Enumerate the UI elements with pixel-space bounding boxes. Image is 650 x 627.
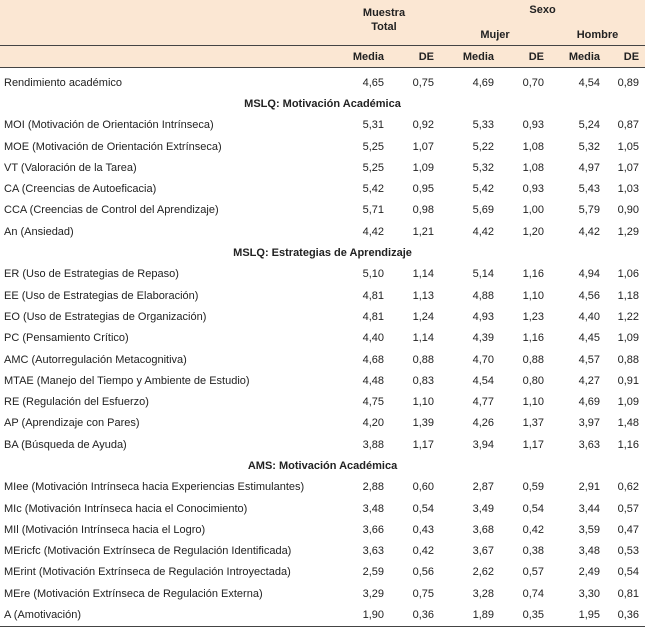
cell-media-total: 4,40	[362, 332, 384, 345]
row-label: ER (Uso de Estrategias de Repaso)	[4, 268, 179, 281]
header-media-mujer: Media	[440, 46, 504, 68]
cell-de-total: 0,83	[412, 374, 434, 387]
cell-media-total: 5,25	[362, 161, 384, 174]
table-row	[0, 604, 645, 626]
table-row	[0, 477, 645, 498]
row-label: VT (Valoración de la Tarea)	[4, 161, 137, 174]
row-label: EO (Uso de Estrategias de Organización)	[4, 310, 207, 323]
row-label: A (Amotivación)	[0, 604, 328, 626]
cell-media-hombre: 4,56	[578, 289, 600, 302]
cell-de-hombre: 1,09	[617, 332, 640, 345]
cell-de-hombre: 1,22	[617, 310, 640, 323]
cell-de-total: 0,88	[412, 353, 434, 366]
row-label: MIl (Motivación Intrínseca hacia el Logro)	[4, 523, 206, 536]
cell-media-total: 3,48	[362, 502, 384, 515]
section-title: MSLQ: Motivación Académica	[244, 97, 401, 110]
cell-media-mujer: 5,33	[472, 119, 494, 132]
cell-media-mujer: 3,67	[472, 545, 494, 558]
cell-de-mujer: 0,80	[522, 374, 544, 387]
cell-de-total: 1,39	[412, 417, 434, 430]
cell-de-mujer: 0,93	[522, 183, 544, 196]
cell-de-mujer: 0,54	[522, 502, 544, 515]
cell-de-mujer: 0,74	[522, 587, 544, 600]
header-empty-cell	[0, 0, 328, 24]
cell-media-hombre: 4,42	[578, 225, 600, 238]
section-header-row	[0, 93, 645, 114]
header-de-hombre: DE	[610, 46, 645, 68]
cell-de-total: 0,42	[412, 545, 434, 558]
cell-de-hombre: 1,18	[617, 289, 640, 302]
table-header	[0, 0, 645, 68]
table-row	[0, 178, 645, 199]
table-row	[0, 285, 645, 306]
cell-media-total: 5,25	[362, 140, 384, 153]
cell-media-hombre: 3,59	[578, 523, 600, 536]
section-header-row	[0, 242, 645, 263]
section-header-row	[0, 455, 645, 476]
row-label: MEre (Motivación Extrínseca de Regulación Externa)	[4, 587, 263, 600]
cell-media-mujer: 5,22	[472, 140, 494, 153]
cell-de-total: 0,92	[412, 119, 434, 132]
cell-de-mujer: 1,00	[522, 204, 544, 217]
section-title: AMS: Motivación Académica	[247, 459, 398, 472]
cell-media-mujer: 5,14	[472, 268, 494, 281]
cell-de-mujer: 0,93	[522, 119, 544, 132]
table-row	[0, 583, 645, 604]
cell-de-total: 0,75	[412, 76, 434, 89]
cell-de-total: 0,75	[412, 587, 434, 600]
header-empty-cell	[0, 46, 328, 68]
cell-media-hombre: 5,32	[578, 140, 600, 153]
cell-media-mujer: 4,26	[472, 417, 494, 430]
cell-de-total: 1,24	[412, 310, 434, 323]
row-label: MEricfc (Motivación Extrínseca de Regulación Identificada)	[4, 545, 292, 558]
cell-media-hombre: 5,24	[578, 119, 600, 132]
header-sexo: Sexo	[440, 0, 645, 24]
table-row	[0, 541, 645, 562]
cell-media-total: 4,81	[362, 310, 384, 323]
cell-de-total: 0,36	[394, 604, 440, 626]
cell-de-mujer: 0,38	[522, 545, 544, 558]
cell-de-total: 1,13	[412, 289, 434, 302]
row-label: BA (Búsqueda de Ayuda)	[4, 438, 127, 451]
cell-de-total: 0,60	[412, 481, 434, 494]
table-row	[0, 391, 645, 412]
cell-de-mujer: 0,59	[522, 481, 544, 494]
cell-de-mujer: 1,16	[522, 332, 544, 345]
table-row	[0, 136, 645, 157]
cell-de-total: 1,14	[412, 332, 434, 345]
cell-media-mujer: 3,49	[472, 502, 494, 515]
cell-media-hombre: 3,97	[578, 417, 600, 430]
cell-de-mujer: 1,37	[522, 417, 544, 430]
cell-de-total: 1,17	[412, 438, 434, 451]
cell-de-mujer: 1,16	[522, 268, 544, 281]
row-label: MIee (Motivación Intrínseca hacia Experiencias Estimulantes)	[4, 481, 305, 494]
row-label: MOE (Motivación de Orientación Extrínseca)	[4, 140, 222, 153]
cell-de-total: 1,10	[412, 396, 434, 409]
cell-media-total: 4,68	[362, 353, 384, 366]
cell-media-total: 3,29	[362, 587, 384, 600]
table-row	[0, 115, 645, 136]
cell-media-mujer: 4,54	[472, 374, 494, 387]
row-label: AMC (Autorregulación Metacognitiva)	[4, 353, 187, 366]
cell-media-total: 5,31	[362, 119, 384, 132]
table-row	[0, 434, 645, 455]
cell-de-hombre: 0,47	[617, 523, 640, 536]
cell-media-hombre: 5,43	[578, 183, 600, 196]
cell-de-mujer: 1,17	[522, 438, 544, 451]
table-body	[0, 68, 645, 627]
cell-de-total: 1,14	[412, 268, 434, 281]
cell-de-total: 1,09	[412, 161, 434, 174]
cell-media-mujer: 4,70	[472, 353, 494, 366]
cell-media-hombre: 3,48	[578, 545, 600, 558]
header-media-hombre: Media	[550, 46, 610, 68]
cell-media-hombre: 3,63	[578, 438, 600, 451]
cell-media-hombre: 2,49	[578, 566, 600, 579]
cell-media-mujer: 4,69	[472, 76, 494, 89]
cell-de-total: 1,07	[412, 140, 434, 153]
cell-de-hombre: 1,07	[617, 161, 640, 174]
cell-media-hombre: 4,54	[578, 76, 600, 89]
row-label: MIc (Motivación Intrínseca hacia el Conocimiento)	[4, 502, 248, 515]
table-row	[0, 370, 645, 391]
header-empty-cell	[0, 24, 328, 46]
cell-de-total: 0,43	[412, 523, 434, 536]
cell-media-hombre: 3,30	[578, 587, 600, 600]
cell-media-mujer: 1,89	[440, 604, 504, 626]
cell-media-mujer: 4,39	[472, 332, 494, 345]
header-hombre: Hombre	[550, 24, 645, 46]
cell-media-hombre: 2,91	[578, 481, 600, 494]
cell-media-total: 4,48	[362, 374, 384, 387]
cell-de-total: 1,21	[412, 225, 434, 238]
cell-media-total: 3,66	[362, 523, 384, 536]
cell-media-hombre: 4,69	[578, 396, 600, 409]
cell-de-hombre: 0,91	[617, 374, 640, 387]
cell-de-mujer: 1,08	[522, 140, 544, 153]
row-label: RE (Regulación del Esfuerzo)	[4, 396, 149, 409]
cell-media-mujer: 4,88	[472, 289, 494, 302]
cell-de-mujer: 1,23	[522, 310, 544, 323]
cell-de-hombre: 0,53	[617, 545, 640, 558]
table-row	[0, 349, 645, 370]
cell-media-mujer: 4,77	[472, 396, 494, 409]
table-row	[0, 72, 645, 93]
cell-de-mujer: 0,35	[504, 604, 550, 626]
row-label: PC (Pensamiento Crítico)	[4, 332, 129, 345]
table-row	[0, 306, 645, 327]
cell-de-hombre: 0,87	[617, 119, 640, 132]
cell-de-mujer: 0,57	[522, 566, 544, 579]
cell-de-hombre: 0,89	[617, 76, 640, 89]
row-label: CA (Creencias de Autoeficacia)	[4, 183, 157, 196]
table-row	[0, 498, 645, 519]
cell-media-total: 4,20	[362, 417, 384, 430]
row-label: An (Ansiedad)	[4, 225, 74, 238]
cell-media-total: 2,88	[362, 481, 384, 494]
cell-media-hombre: 4,40	[578, 310, 600, 323]
table-row	[0, 157, 645, 178]
cell-de-mujer: 1,08	[522, 161, 544, 174]
muestra-total-label: Muestra Total	[362, 7, 406, 33]
table-row	[0, 264, 645, 285]
cell-media-hombre: 5,79	[578, 204, 600, 217]
cell-media-hombre: 4,45	[578, 332, 600, 345]
cell-de-total: 0,95	[412, 183, 434, 196]
row-label: MOI (Motivación de Orientación Intrínseca)	[4, 119, 214, 132]
cell-de-hombre: 0,62	[617, 481, 640, 494]
cell-media-mujer: 2,87	[472, 481, 494, 494]
row-label: EE (Uso de Estrategias de Elaboración)	[4, 289, 199, 302]
header-de-mujer: DE	[504, 46, 550, 68]
section-title: MSLQ: Estrategias de Aprendizaje	[233, 247, 412, 260]
table-row	[0, 519, 645, 540]
cell-de-hombre: 0,90	[617, 204, 640, 217]
cell-media-mujer: 3,28	[472, 587, 494, 600]
cell-de-hombre: 1,03	[617, 183, 640, 196]
header-media-total: Media	[328, 46, 394, 68]
cell-media-hombre: 4,57	[578, 353, 600, 366]
row-label: AP (Aprendizaje con Pares)	[4, 417, 140, 430]
cell-media-mujer: 2,62	[472, 566, 494, 579]
cell-media-hombre: 4,27	[578, 374, 600, 387]
cell-de-mujer: 0,70	[522, 76, 544, 89]
row-label: Rendimiento académico	[4, 76, 123, 89]
cell-de-hombre: 0,57	[617, 502, 640, 515]
cell-media-hombre: 4,97	[578, 161, 600, 174]
cell-media-total: 2,59	[362, 566, 384, 579]
cell-media-total: 5,71	[362, 204, 384, 217]
header-de-total: DE	[394, 46, 440, 68]
cell-de-hombre: 0,88	[617, 353, 640, 366]
cell-media-total: 4,65	[362, 76, 384, 89]
row-label: MErint (Motivación Extrínseca de Regulación Introyectada)	[4, 566, 291, 579]
cell-media-hombre: 1,95	[550, 604, 610, 626]
cell-de-hombre: 1,06	[617, 268, 640, 281]
cell-media-total: 1,90	[328, 604, 394, 626]
cell-de-mujer: 1,20	[522, 225, 544, 238]
cell-de-mujer: 1,10	[522, 396, 544, 409]
cell-de-total: 0,54	[412, 502, 434, 515]
row-label: CCA (Creencias de Control del Aprendizaje)	[4, 204, 219, 217]
cell-media-mujer: 4,93	[472, 310, 494, 323]
cell-de-hombre: 0,81	[617, 587, 640, 600]
cell-media-mujer: 4,42	[472, 225, 494, 238]
cell-de-mujer: 0,88	[522, 353, 544, 366]
cell-de-mujer: 1,10	[522, 289, 544, 302]
cell-de-total: 0,98	[412, 204, 434, 217]
cell-de-hombre: 0,36	[610, 604, 645, 626]
cell-de-hombre: 1,09	[617, 396, 640, 409]
cell-de-hombre: 0,54	[617, 566, 640, 579]
cell-de-hombre: 1,05	[617, 140, 640, 153]
cell-media-hombre: 3,44	[578, 502, 600, 515]
cell-de-hombre: 1,29	[617, 225, 640, 238]
header-muestra-total	[328, 0, 440, 46]
cell-media-mujer: 5,32	[472, 161, 494, 174]
cell-de-total: 0,56	[412, 566, 434, 579]
table-row	[0, 413, 645, 434]
cell-de-mujer: 0,42	[522, 523, 544, 536]
cell-media-total: 3,88	[362, 438, 384, 451]
table-row	[0, 200, 645, 221]
cell-media-total: 4,42	[362, 225, 384, 238]
table-row	[0, 328, 645, 349]
cell-media-total: 5,42	[362, 183, 384, 196]
cell-media-hombre: 4,94	[578, 268, 600, 281]
cell-media-mujer: 5,42	[472, 183, 494, 196]
cell-de-hombre: 1,16	[617, 438, 640, 451]
cell-media-total: 4,75	[362, 396, 384, 409]
cell-media-total: 3,63	[362, 545, 384, 558]
cell-media-total: 4,81	[362, 289, 384, 302]
cell-de-hombre: 1,48	[617, 417, 640, 430]
cell-media-mujer: 3,94	[472, 438, 494, 451]
table-row	[0, 221, 645, 242]
cell-media-mujer: 5,69	[472, 204, 494, 217]
row-label: MTAE (Manejo del Tiempo y Ambiente de Estudio)	[4, 374, 250, 387]
header-mujer: Mujer	[440, 24, 550, 46]
cell-media-mujer: 3,68	[472, 523, 494, 536]
cell-media-total: 5,10	[362, 268, 384, 281]
table-row	[0, 562, 645, 583]
